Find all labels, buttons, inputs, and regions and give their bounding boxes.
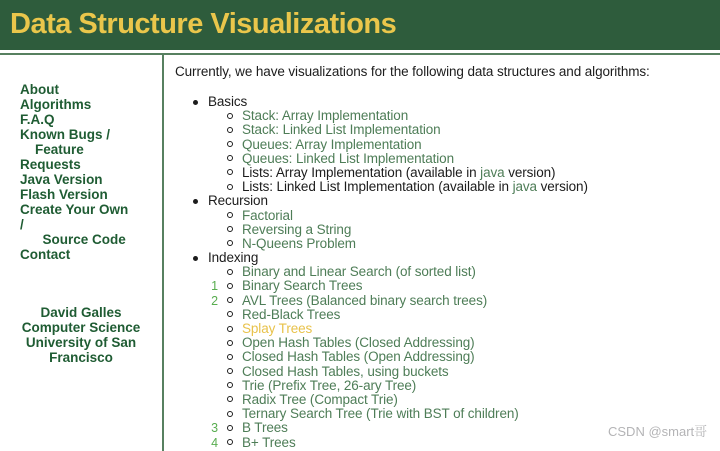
list-link[interactable]: Open Hash Tables (Closed Addressing) [242,335,475,351]
list-link[interactable]: Radix Tree (Compact Trie) [242,391,398,407]
sidebar-link[interactable]: Known Bugs / [20,127,110,142]
list-item-text [208,251,258,265]
list-item [164,294,720,308]
circle-bullet-icon [227,184,233,190]
list-item-text [242,350,475,364]
list-link[interactable]: java [480,164,505,180]
list-item [164,209,720,223]
list-item-text [208,194,268,208]
list-text: Basics [208,94,248,109]
list-item-text [208,95,247,109]
list-item-text [242,223,351,237]
sidebar-link[interactable]: Create Your Own [20,202,129,217]
list-link[interactable]: Factorial [242,207,293,223]
list-item [164,265,720,279]
list-item-text [242,393,398,407]
list-item [164,279,720,293]
list-text: version) [504,164,556,180]
list-item-text [242,365,449,379]
list-item [164,251,720,265]
list-link[interactable]: Queues: Linked List Implementation [242,150,454,166]
sidebar-link[interactable]: / [20,217,24,232]
list-item [164,180,720,194]
circle-bullet-icon [227,368,233,374]
list-link[interactable]: AVL Trees (Balanced binary search trees) [242,292,488,308]
circle-bullet-icon [227,240,233,246]
list-item [164,194,720,208]
list-item [164,237,720,251]
sidebar-link[interactable]: Algorithms [20,97,92,112]
circle-bullet-icon [227,297,233,303]
list-item [164,379,720,393]
credit-line: University of San Francisco [25,335,137,365]
disc-bullet-icon [193,100,198,105]
circle-bullet-icon [227,382,233,388]
list-item [164,350,720,364]
list-item [164,166,720,180]
disc-bullet-icon [193,256,198,261]
list-item-text [242,152,454,166]
list-item [164,322,720,336]
annotation-number: 3 [211,421,218,436]
circle-bullet-icon [227,113,233,119]
sidebar-link[interactable]: Requests [20,157,81,172]
list-item-text [242,180,588,194]
credit-line: David Galles [40,305,122,320]
list-item [164,138,720,152]
annotation-number: 4 [211,435,218,450]
list-item-text [242,436,296,450]
circle-bullet-icon [227,326,233,332]
list-item-text [242,336,475,350]
circle-bullet-icon [227,354,233,360]
list-item-text [242,294,487,308]
annotation-number: 2 [211,293,218,308]
annotation-number: 1 [211,279,218,294]
sidebar [0,55,162,451]
list-item-text [242,279,362,293]
sidebar-link[interactable]: Source Code [20,232,126,247]
list-link[interactable]: Red-Black Trees [242,306,341,322]
list-item [164,152,720,166]
sidebar-link[interactable]: Flash Version [20,187,108,202]
circle-bullet-icon [227,169,233,175]
list-link[interactable]: N-Queens Problem [242,235,356,251]
list-item-text [242,209,293,223]
list-item-text [242,138,422,152]
sidebar-link[interactable]: F.A.Q [20,112,55,127]
circle-bullet-icon [227,425,233,431]
list-item [164,109,720,123]
list-item-text [242,308,340,322]
list-item-text [242,237,356,251]
list-link[interactable]: Binary and Linear Search (of sorted list) [242,264,476,280]
watermark: CSDN @smart哥 [608,424,708,439]
list-item [164,308,720,322]
circle-bullet-icon [227,396,233,402]
list-link[interactable]: Stack: Linked List Implementation [242,122,441,138]
sidebar-link[interactable]: Feature [20,142,84,157]
circle-bullet-icon [227,141,233,147]
circle-bullet-icon [227,283,233,289]
list-link[interactable]: Ternary Search Tree (Trie with BST of children) [242,406,519,422]
list-item [164,407,720,421]
header [0,0,720,50]
list-item-text [242,109,408,123]
list-text: Indexing [208,250,259,266]
list-link[interactable]: Closed Hash Tables, using buckets [242,363,449,379]
credit-line: Computer Science [21,320,141,335]
circle-bullet-icon [227,269,233,275]
list-item-text [242,379,416,393]
list-item [164,123,720,137]
list-link[interactable]: B+ Trees [242,434,296,450]
visualization-list [164,95,720,450]
circle-bullet-icon [227,127,233,133]
intro-text: Currently, we have visualizations for the following data structures and algorithms: [175,64,650,79]
list-item-text [242,265,476,279]
sidebar-link[interactable]: About [20,82,59,97]
list-item [164,336,720,350]
circle-bullet-icon [227,311,233,317]
circle-bullet-icon [227,439,233,445]
circle-bullet-icon [227,155,233,161]
list-text: Lists: Linked List Implementation (available in [242,179,513,195]
list-item [164,223,720,237]
list-link[interactable]: Queues: Array Implementation [242,136,422,152]
list-link[interactable]: Trie (Prefix Tree, 26-ary Tree) [242,377,417,393]
circle-bullet-icon [227,212,233,218]
list-link[interactable]: Stack: Array Implementation [242,108,409,124]
list-item-text [242,166,555,180]
list-link[interactable]: Reversing a String [242,221,352,237]
circle-bullet-icon [227,340,233,346]
list-item-text [242,123,441,137]
list-item-text [242,407,519,421]
list-link[interactable]: java [512,179,537,195]
list-text: Recursion [208,193,268,209]
sidebar-link[interactable]: Java Version [20,172,103,187]
list-link[interactable]: Closed Hash Tables (Open Addressing) [242,349,475,365]
disc-bullet-icon [193,199,198,204]
list-item [164,365,720,379]
list-text: version) [536,179,588,195]
page-title: Data Structure Visualizations [10,8,397,40]
main-content [164,55,720,451]
sidebar-nav [0,55,162,262]
sidebar-link[interactable]: Contact [20,247,71,262]
list-link[interactable]: Binary Search Trees [242,278,363,294]
list-item-text [242,421,288,435]
list-link[interactable]: Splay Trees [242,321,313,336]
circle-bullet-icon [227,411,233,417]
list-text: Lists: Array Implementation (available in [242,164,481,180]
list-item [164,95,720,109]
list-link[interactable]: B Trees [242,420,288,436]
list-item-text [242,322,312,336]
list-item [164,393,720,407]
circle-bullet-icon [227,226,233,232]
sidebar-credits [0,305,162,365]
